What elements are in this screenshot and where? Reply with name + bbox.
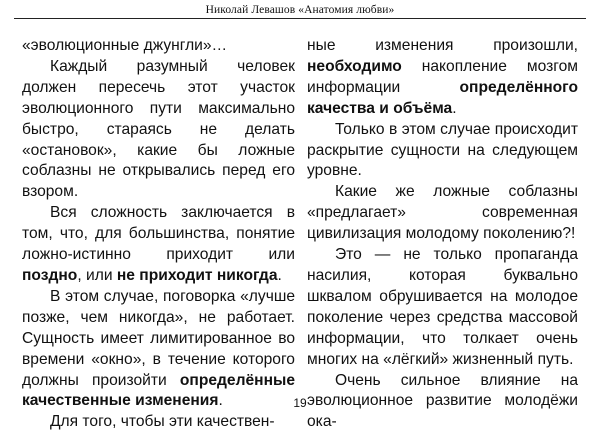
bold-text: не приходит никогда	[117, 267, 278, 284]
paragraph	[22, 203, 295, 287]
page-number: 19	[0, 396, 600, 410]
text: Это — не только пропаганда насилия, которая буквально шквалом обрушивается на молодое поколение через средства массовой информации, что толкает очень многих на «лёгкий» жизненный путь.	[307, 246, 578, 368]
paragraph	[307, 36, 578, 120]
text: Для того, чтобы эти качествен-	[50, 413, 275, 430]
text: «эволюционные джунгли»…	[22, 37, 227, 54]
text: Только в этом случае происходит раскрытие сущности на следующем уровне.	[307, 121, 578, 180]
right-column	[307, 36, 578, 433]
header-rule	[14, 18, 586, 19]
left-column	[22, 36, 295, 433]
text: , или	[77, 267, 117, 284]
text: ные изменения произошли,	[307, 37, 578, 54]
paragraph	[307, 245, 578, 370]
bold-text: необходимо	[307, 58, 402, 75]
text: В этом случае, поговорка «лучше позже, чем никогда», не работает. Сущность имеет лимитированное во времени «окно», в течение которого должны произойти	[22, 288, 295, 389]
text: Каждый разумный человек должен пересечь этот участок эволюционного пути максимально быстро, стараясь не делать «остановок», какие бы ложные соблазны не открывались перед его взором.	[22, 58, 295, 200]
text: .	[452, 100, 456, 117]
text: .	[218, 392, 222, 409]
text: Вся сложность заключается в том, что, для большинства, понятие ложно-истинно приходит или	[22, 204, 295, 263]
bold-text: поздно	[22, 267, 77, 284]
bold-text: определённого качества и объёма	[307, 79, 578, 117]
paragraph	[22, 57, 295, 203]
paragraph	[22, 287, 295, 412]
paragraph	[22, 36, 295, 57]
paragraph	[307, 120, 578, 183]
bold-text: определённые качественные изменения	[22, 372, 295, 410]
text: накопление мозгом информации	[307, 58, 578, 96]
running-header: Николай Левашов «Анатомия любви»	[0, 3, 600, 17]
text: .	[278, 267, 282, 284]
text: Очень сильное влияние на эволюционное развитие молодёжи ока-	[307, 372, 578, 431]
paragraph	[307, 182, 578, 245]
text: Какие же ложные соблазны «предлагает» современная цивилизация молодому поколению?!	[307, 183, 578, 242]
